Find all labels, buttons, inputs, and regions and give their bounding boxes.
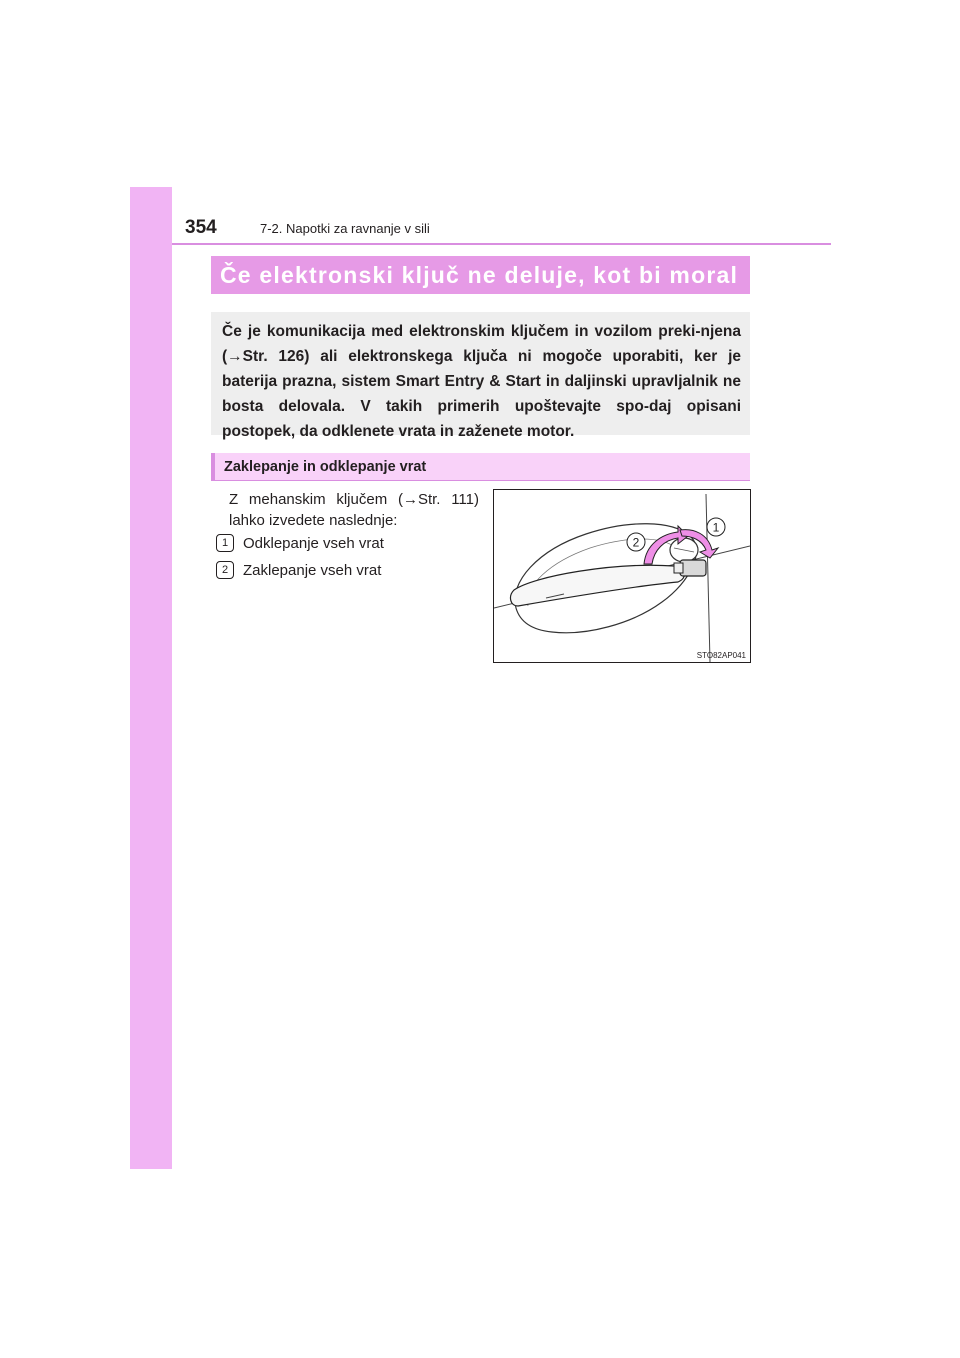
door-handle-drawing — [494, 490, 750, 662]
intro-paragraph: Če je komunikacija med elektronskim ključem in vozilom preki-njena (→Str. 126) ali elektronskega ključa ni mogoče uporabiti, ker je baterija prazna, sistem Smart Entry & Start in daljinski upravljalnik ne bosta delovala. V takih primerih upoštevajte spo-daj opisani postopek, da odklenete vrata in zaženete motor. — [211, 312, 750, 435]
mechanical-key — [680, 560, 706, 576]
list-item-label: Odklepanje vseh vrat — [243, 534, 384, 552]
page-title: Če elektronski ključ ne deluje, kot bi moral — [211, 256, 750, 294]
list-item-label: Zaklepanje vseh vrat — [243, 561, 382, 579]
figure-code: STO82AP041 — [696, 651, 746, 660]
subsection-heading: Zaklepanje in odklepanje vrat — [211, 453, 750, 481]
step-number-badge: 2 — [216, 561, 234, 579]
door-handle-illustration — [493, 489, 751, 663]
callout-label: 2 — [632, 535, 640, 550]
section-breadcrumb: 7-2. Napotki za ravnanje v sili — [260, 221, 430, 236]
handle-body — [511, 565, 685, 606]
step-number-badge: 1 — [216, 534, 234, 552]
header-divider — [172, 243, 831, 245]
list-item-unlock — [216, 534, 384, 552]
door-edge-line — [706, 494, 710, 662]
chapter-side-tab — [130, 187, 172, 1169]
page-number: 354 — [185, 217, 217, 238]
list-item-lock — [216, 561, 381, 579]
key-blade — [674, 563, 683, 573]
subsection-body: Z mehanskim ključem (→Str. 111) lahko izvedete naslednje: — [229, 491, 479, 529]
callout-label: 1 — [712, 520, 720, 535]
